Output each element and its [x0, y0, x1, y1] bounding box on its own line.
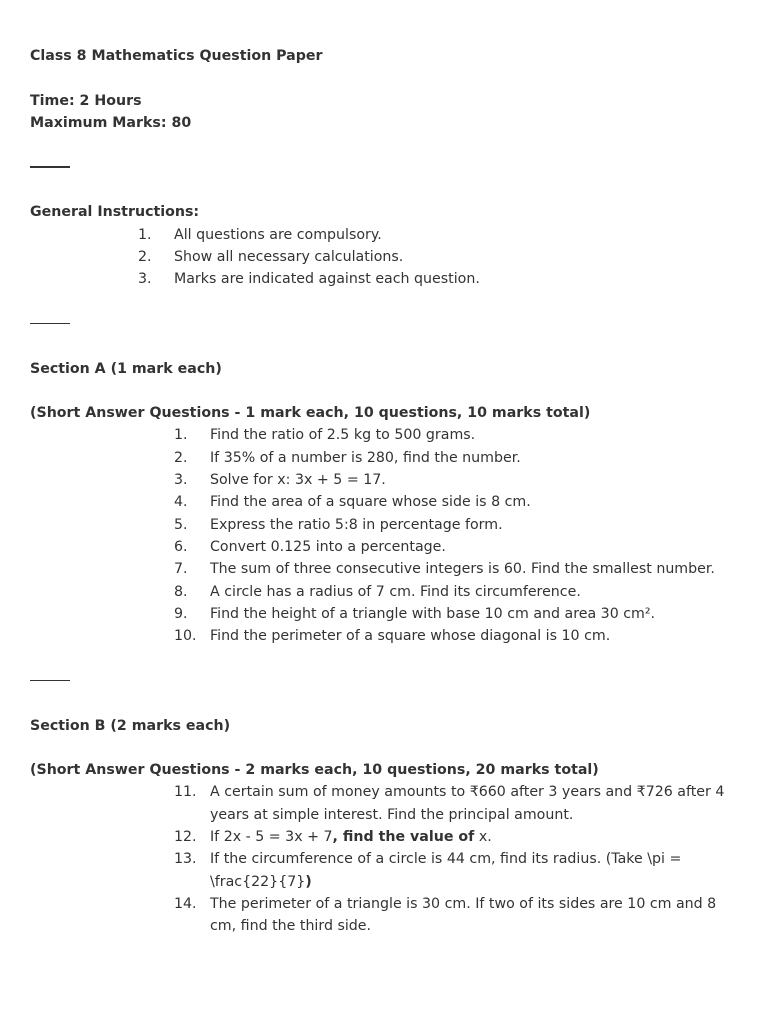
question-number: 2. [174, 449, 188, 466]
question-text: Find the ratio of 2.5 kg to 500 grams. [210, 427, 476, 444]
question-text: If the circumference of a circle is 44 cm, find its radius. (Take \pi = \frac{22}{7} [210, 851, 682, 890]
question-number: 13. [174, 851, 197, 868]
question-item [30, 469, 738, 491]
divider [30, 323, 70, 325]
question-text: A circle has a radius of 7 cm. Find its circumference. [210, 583, 581, 600]
question-item [30, 581, 738, 603]
question-text-closing: ) [305, 873, 312, 890]
question-paper [30, 45, 738, 937]
question-text-variable: x. [474, 829, 492, 845]
question-item [30, 625, 738, 647]
section-b-heading: Section B (2 marks each) [30, 717, 231, 734]
question-text: If 2x - 5 = 3x + 7 [210, 829, 333, 845]
instruction-number: 2. [138, 248, 152, 265]
question-text: Find the area of a square whose side is 8 cm. [210, 494, 531, 511]
question-item [30, 424, 738, 446]
instructions-list [30, 224, 738, 291]
question-text: The sum of three consecutive integers is 60. Find the smallest number. [210, 561, 715, 578]
instructions-heading: General Instructions: [30, 204, 200, 221]
instruction-text: All questions are compulsory. [174, 226, 382, 243]
question-text: A certain sum of money amounts to ₹660 after 3 years and ₹726 after 4 years at simple interest. Find the principal amount. [210, 784, 725, 823]
instruction-item [30, 268, 738, 290]
question-number: 3. [174, 472, 188, 489]
question-number: 5. [174, 516, 188, 533]
question-item [30, 536, 738, 558]
question-text: The perimeter of a triangle is 30 cm. If two of its sides are 10 cm and 8 cm, find the third side. [210, 895, 717, 935]
section-b-subheading: (Short Answer Questions - 2 marks each, 10 questions, 20 marks total) [30, 762, 599, 779]
instruction-text: Marks are indicated against each question. [174, 271, 480, 288]
question-number: 10. [174, 628, 197, 645]
question-text-emphasis: , find the value of [332, 829, 475, 845]
question-item [30, 848, 738, 893]
question-number: 9. [174, 605, 188, 622]
question-item [30, 826, 738, 848]
paper-title: Class 8 Mathematics Question Paper [30, 48, 323, 64]
max-marks-info: Maximum Marks: 80 [30, 114, 192, 131]
question-text: Find the height of a triangle with base 10 cm and area 30 cm². [210, 605, 656, 622]
question-item [30, 781, 738, 826]
instruction-text: Show all necessary calculations. [174, 248, 404, 265]
question-item [30, 491, 738, 513]
time-info: Time: 2 Hours [30, 92, 142, 109]
question-number: 12. [174, 829, 197, 845]
question-number: 4. [174, 494, 188, 511]
question-number: 7. [174, 561, 188, 578]
question-text: Convert 0.125 into a percentage. [210, 538, 446, 555]
section-a-questions [30, 424, 738, 647]
instruction-item [30, 246, 738, 268]
instruction-number: 3. [138, 271, 152, 288]
divider [30, 166, 70, 168]
divider [30, 680, 70, 682]
section-a-subheading: (Short Answer Questions - 1 mark each, 10 questions, 10 marks total) [30, 405, 591, 422]
question-item [30, 558, 738, 580]
question-item [30, 893, 738, 938]
question-number: 1. [174, 427, 188, 444]
instruction-item [30, 224, 738, 246]
question-item [30, 447, 738, 469]
instruction-number: 1. [138, 226, 152, 243]
section-b-questions [30, 781, 738, 937]
question-text: Find the perimeter of a square whose diagonal is 10 cm. [210, 628, 611, 645]
question-number: 11. [174, 784, 197, 801]
question-item [30, 603, 738, 625]
section-a-heading: Section A (1 mark each) [30, 360, 222, 377]
question-text: If 35% of a number is 280, find the number. [210, 449, 521, 466]
question-text: Solve for x: 3x + 5 = 17. [210, 472, 386, 489]
question-number: 6. [174, 538, 188, 555]
question-text: Express the ratio 5:8 in percentage form. [210, 516, 503, 533]
question-number: 8. [174, 583, 188, 600]
question-number: 14. [174, 895, 197, 912]
question-item [30, 514, 738, 536]
